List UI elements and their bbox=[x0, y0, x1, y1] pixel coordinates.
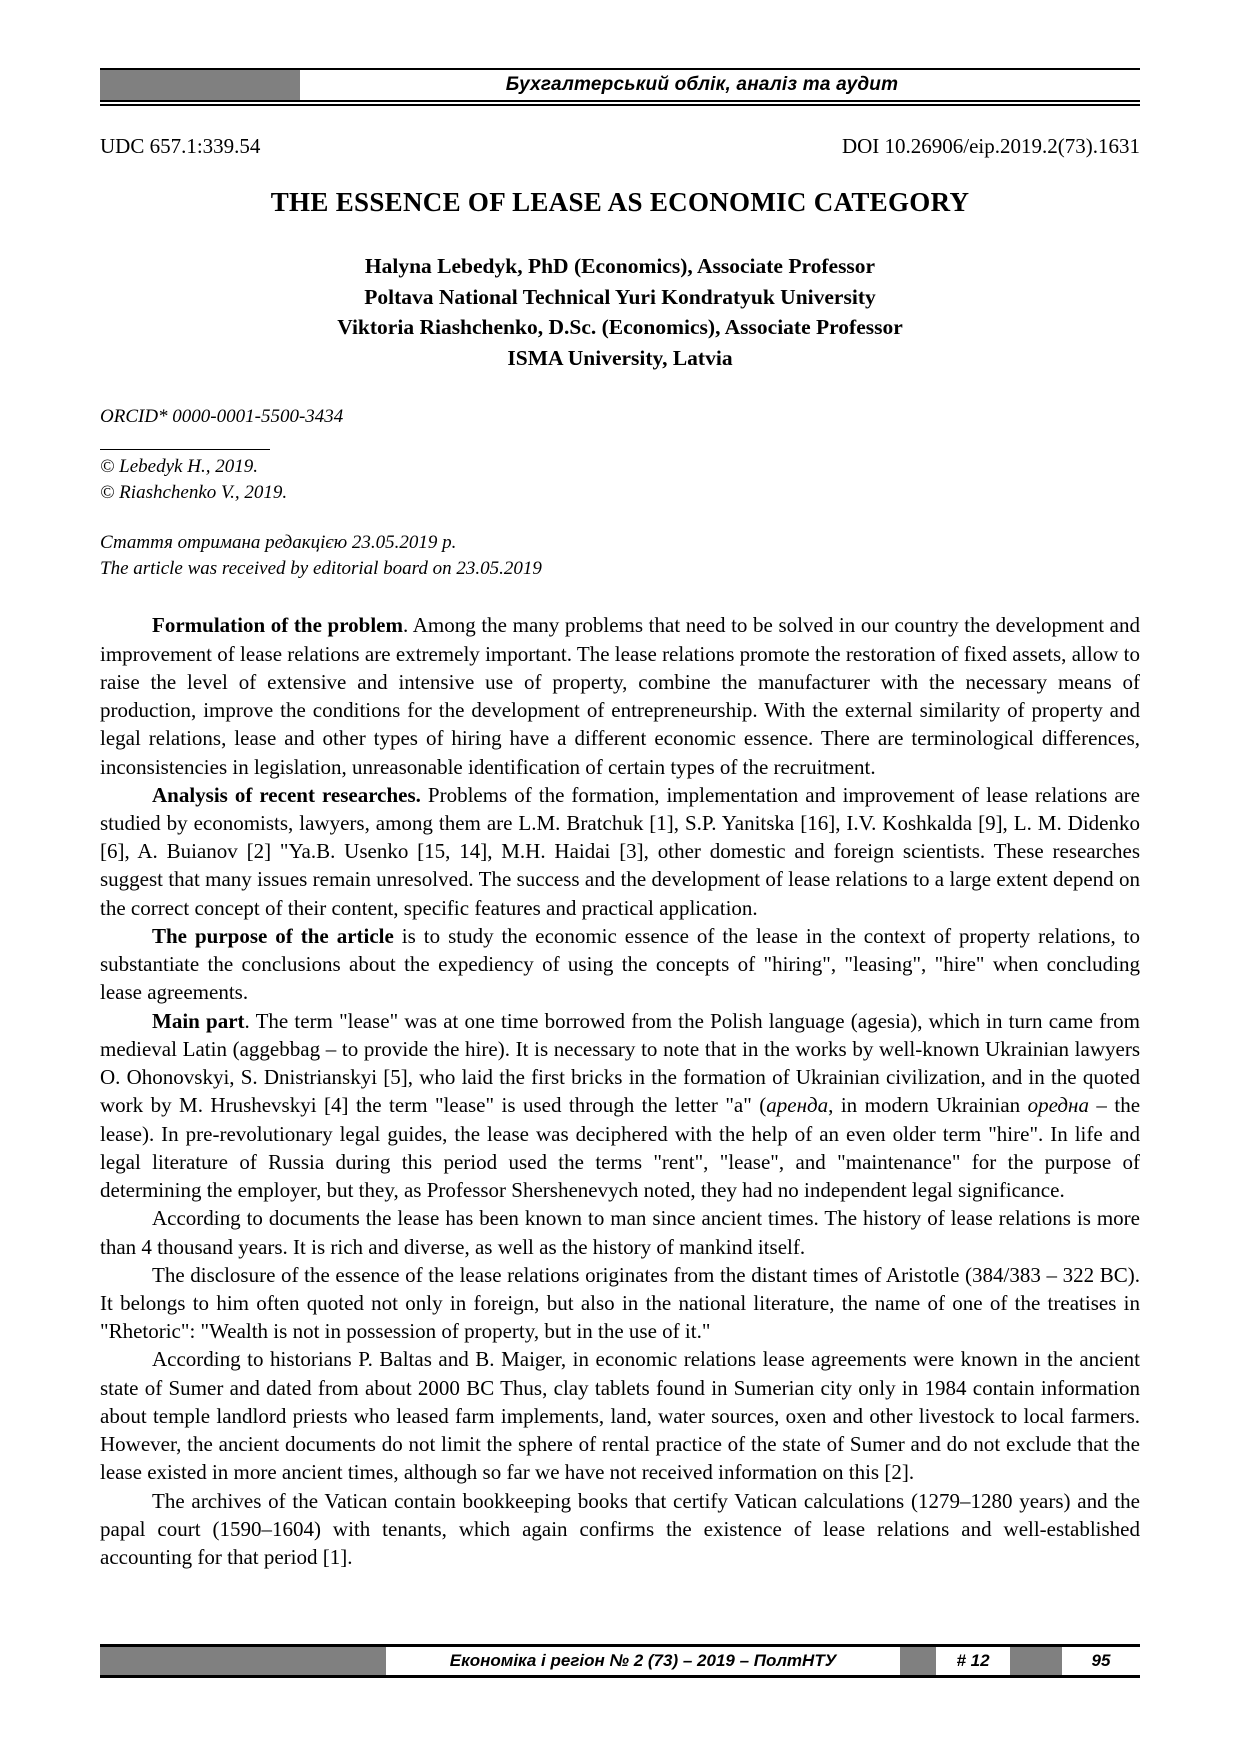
running-head-title: Бухгалтерський облік, аналіз та аудит bbox=[505, 74, 899, 95]
received-date-en: The article was received by editorial board on 23.05.2019 bbox=[100, 557, 542, 579]
copyright-block bbox=[100, 454, 1140, 506]
copyright-line-1: © Lebedyk H., 2019. bbox=[100, 456, 258, 478]
paragraph-documents: According to documents the lease has been known to man since ancient times. The history of lease relations is more than 4 thousand years. It is rich and diverse, as well as the history of mankind itself. bbox=[100, 1206, 1140, 1259]
footer-gray-gap-2 bbox=[1010, 1647, 1062, 1675]
affiliation-line-2: ISMA University, Latvia bbox=[507, 345, 733, 370]
running-head-bottom-rule bbox=[100, 104, 1140, 106]
author-block bbox=[100, 251, 1140, 373]
document-page bbox=[100, 0, 1140, 1754]
footer-page-number: 95 bbox=[1062, 1647, 1140, 1675]
paragraph-main-part-text-c: – the lease). In pre-revolutionary legal guides, the lease was deciphered with the help of an even older term "hire". In life and legal literature of Russia during this period used the terms "rent", "lease", and "maintenance" for the purpose of determining the employer, but they, as Professor Shershenevych noted, they had no independent legal significance. bbox=[100, 1093, 1141, 1203]
heading-purpose: The purpose of the article bbox=[152, 923, 394, 948]
footer-row bbox=[100, 1647, 1140, 1675]
article-body bbox=[100, 611, 1140, 1571]
author-line-1: Halyna Lebedyk, PhD (Economics), Associate Professor bbox=[364, 254, 876, 278]
ukrainian-term-oredna: оредна bbox=[1027, 1093, 1089, 1118]
paragraph-formulation-text: . Among the many problems that need to be solved in our country the development and improvement of lease relations are extremely important. The lease relations promote the restoration of fixed assets, allow to raise the level of extensive and intensive use of property, combine the manufacturer with the necessary means of production, improve the conditions for the development of entrepreneurship. With the external similarity of property and legal relations, lease and other types of hiring have a different economic essence. There are terminological differences, inconsistencies in legislation, unreasonable identification of certain types of the recruitment. bbox=[100, 613, 1140, 779]
author-line-2: Viktoria Riashchenko, D.Sc. (Economics), Associate Professor bbox=[337, 315, 903, 340]
paragraph-analysis bbox=[100, 781, 1140, 922]
doi-code: DOI 10.26906/eip.2019.2(73).1631 bbox=[841, 134, 1140, 158]
paragraph-main-part-text-a: . The term "lease" was at one time borrowed from the Polish language (agesia), which in turn came from medieval Latin (aggebbag – to provide the hire). It is necessary to note that in the works by well-known Ukrainian lawyers O. Ohonovskyi, S. Dnistrianskyi [5], who laid the first bricks in the formation of Ukrainian civilization, and in the quoted work by M. Hrushevskyi [4] the term "lease" is used through the letter "a" ( bbox=[100, 1008, 1140, 1118]
paragraph-analysis-text: Problems of the formation, implementation and improvement of lease relations are studied by economists, lawyers, among them are L.M. Bratchuk [1], S.P. Yanitska [16], I.V. Koshkalda [9], L. M. Didenko [6], A. Buianov [2] "Ya.B. Usenko [15, 14], M.H. Haidai [3], other domestic and foreign scientists. These researches suggest that many issues remain unresolved. The success and the development of lease relations to a large extent depend on the correct concept of their content, specific features and practical application. bbox=[100, 782, 1140, 920]
footer-issue-number: # 12 bbox=[936, 1647, 1010, 1675]
affiliation-line-1: Poltava National Technical Yuri Kondratyuk University bbox=[364, 284, 876, 309]
paragraph-formulation bbox=[100, 611, 1140, 780]
heading-formulation: Formulation of the problem bbox=[152, 613, 403, 638]
received-block bbox=[100, 530, 1140, 582]
paragraph-purpose-text: is to study the economic essence of the lease in the context of property relations, to substantiate the conclusions about the expediency of using the concepts of "hiring", "leasing", "hire" when concluding lease agreements. bbox=[100, 923, 1140, 1005]
paragraph-vatican: The archives of the Vatican contain bookkeeping books that certify Vatican calculations (1279–1280 years) and the papal court (1590–1604) with tenants, which again confirms the existence of lease relations and well-established accounting for that period [1]. bbox=[100, 1488, 1140, 1570]
ukrainian-term-arenda: аренда bbox=[766, 1093, 829, 1118]
copyright-separator-rule bbox=[100, 449, 270, 450]
footer-journal-title: Економіка і регіон № 2 (73) – 2019 – ПолтНТУ bbox=[386, 1647, 900, 1675]
copyright-line-2: © Riashchenko V., 2019. bbox=[100, 481, 288, 503]
running-head bbox=[100, 68, 1140, 102]
paragraph-sumer: According to historians P. Baltas and B. Maiger, in economic relations lease agreements were known in the ancient state of Sumer and dated from about 2000 BC Thus, clay tablets found in Sumerian city only in 1984 contain information about temple landlord priests who leased farm implements, land, water sources, oxen and other livestock to local farmers. However, the ancient documents do not limit the sphere of rental practice of the state of Sumer and do not exclude that the lease existed in more ancient times, although so far we have not received information on this [2]. bbox=[100, 1347, 1140, 1485]
page-footer bbox=[100, 1644, 1140, 1678]
running-head-gray-block bbox=[100, 70, 300, 100]
paragraph-main-part-text-b: , in modern Ukrainian bbox=[828, 1093, 1028, 1118]
heading-analysis: Analysis of recent researches. bbox=[152, 782, 421, 807]
udc-doi-row bbox=[100, 134, 1140, 159]
paragraph-main-part bbox=[100, 1007, 1140, 1205]
orcid-line: ORCID* 0000-0001-5500-3434 bbox=[100, 406, 344, 428]
footer-gray-block bbox=[100, 1647, 386, 1675]
paragraph-aristotle: The disclosure of the essence of the lease relations originates from the distant times of Aristotle (384/383 – 322 BC). It belongs to him often quoted not only in foreign, but also in the national literature, the name of one of the treatises in "Rhetoric": "Wealth is not in possession of property, but in the use of it." bbox=[100, 1262, 1140, 1344]
footer-gray-gap-1 bbox=[900, 1647, 936, 1675]
heading-main-part: Main part bbox=[152, 1008, 245, 1033]
received-date-uk: Стаття отримана редакцією 23.05.2019 р. bbox=[100, 531, 457, 553]
paragraph-purpose bbox=[100, 922, 1140, 1007]
article-title: THE ESSENCE OF LEASE AS ECONOMIC CATEGORY bbox=[270, 187, 970, 217]
udc-code: UDC 657.1:339.54 bbox=[100, 134, 261, 158]
